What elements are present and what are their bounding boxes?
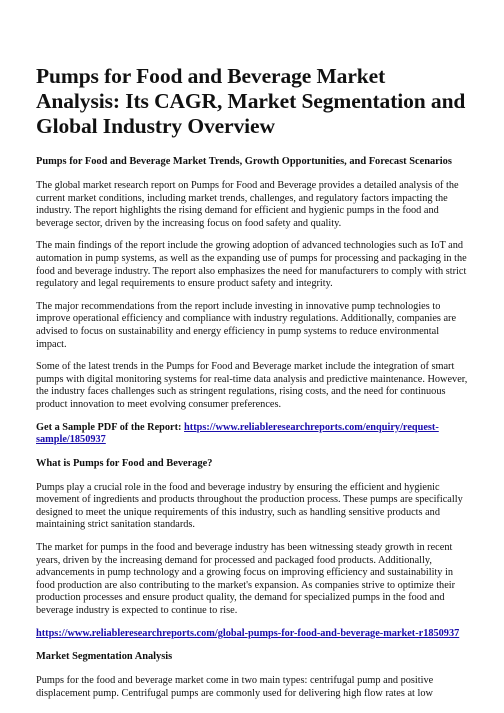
paragraph-segmentation: Pumps for the food and beverage market come in two main types: centrifugal pump and positive displacement pump. Centrifugal pumps are commonly used for delivering high flow rates at low	[36, 675, 434, 699]
market-report-link[interactable]: https://www.reliableresearchreports.com/global-pumps-for-food-and-beverage-market-r1850937	[36, 627, 460, 639]
paragraph-findings: The main findings of the report include the growing adoption of advanced technologies such as IoT and automation in pump systems, as well as the expanding use of pumps for processing and packaging in the food and beverage industry. The report also emphasizes the need for manufacturers to comply with strict regulatory and legal requirements to ensure product safety and integrity.	[36, 240, 467, 290]
sample-pdf-line	[36, 422, 468, 447]
paragraph-market-growth: The market for pumps in the food and beverage industry has been witnessing steady growth in recent years, driven by the increasing demand for processed and packaged food products. Additionally, advancements in pump technology and a growing focus on improving efficiency and sustainability in food production are also contributing to the market's expansion. As companies strive to optimize their production processes and ensure product quality, the demand for specialized pumps in the food and beverage industry is expected to continue to rise.	[36, 542, 456, 617]
sample-pdf-link[interactable]: https://www.reliableresearchreports.com/enquiry/request-sample/1850937	[36, 421, 439, 446]
paragraph-trends: Some of the latest trends in the Pumps for Food and Beverage market include the integration of smart pumps with digital monitoring systems for real-time data analysis and predictive maintenance. However, the industry faces challenges such as stringent regulations, rising costs, and the need for continuous product innovation to meet evolving consumer preferences.	[36, 361, 468, 410]
paragraph-overview: The global market research report on Pumps for Food and Beverage provides a detailed analysis of the current market conditions, including market trends, challenges, and regulatory factors impacting the industry. The report highlights the rising demand for efficient and hygienic pumps in the food and beverage sector, driven by the increasing focus on food safety and quality.	[36, 180, 459, 229]
heading-market-segmentation: Market Segmentation Analysis	[36, 651, 173, 663]
paragraph-recommendations: The major recommendations from the report include investing in innovative pump technologies to improve operational efficiency and compliance with industry regulations. Additionally, companies are advised to focus on sustainability and energy efficiency in pump systems to reduce environmental impact.	[36, 300, 457, 350]
article-title: Pumps for Food and Beverage Market Analysis: Its CAGR, Market Segmentation and Global Industry Overview	[36, 64, 466, 138]
sample-pdf-label: Get a Sample PDF of the Report:	[36, 421, 185, 433]
article-subtitle: Pumps for Food and Beverage Market Trends, Growth Opportunities, and Forecast Scenarios	[36, 156, 452, 167]
heading-what-is: What is Pumps for Food and Beverage?	[36, 457, 213, 469]
paragraph-definition: Pumps play a crucial role in the food and beverage industry by ensuring the efficient and hygienic movement of ingredients and products throughout the production process. These pumps are specifically designed to meet the unique requirements of this industry, such as handling sensitive products and maintaining strict sanitation standards.	[36, 481, 463, 531]
